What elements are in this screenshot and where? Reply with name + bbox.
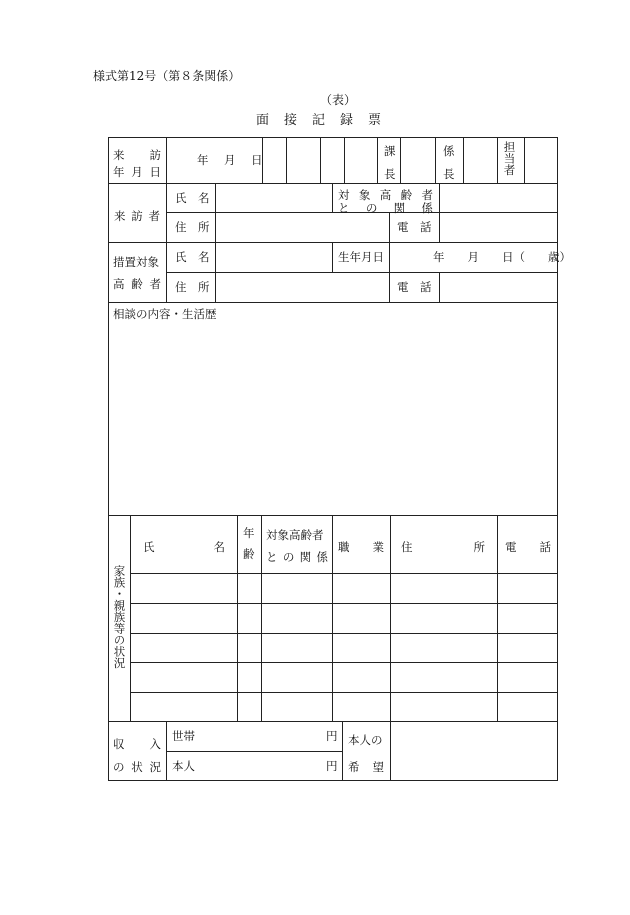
family-col-job: 職 業 xyxy=(338,540,384,554)
income-section-label-bottom: の 状 況 xyxy=(113,760,161,774)
kacho-label: 課 xyxy=(384,144,396,158)
form-number: 様式第12号（第８条関係） xyxy=(93,69,241,83)
subject-name-label: 氏 名 xyxy=(175,250,210,264)
family-section-label: 家族・親族等の状況 xyxy=(112,565,127,669)
kakaricho-label-2: 長 xyxy=(443,167,455,181)
visitor-phone-label: 電 話 xyxy=(397,220,432,234)
subject-birth-label: 生年月日 xyxy=(338,250,384,264)
visit-date: 年 月 日 xyxy=(197,153,265,167)
kacho-label-2: 長 xyxy=(384,167,396,181)
income-household-label: 世帯 xyxy=(172,729,195,743)
subject-address-label: 住 所 xyxy=(175,280,210,294)
family-col-name: 氏 名 xyxy=(143,540,225,554)
visitor-relation-label-bottom: と の 関 係 xyxy=(338,201,433,215)
income-self-yen: 円 xyxy=(326,759,338,773)
family-col-relation-top: 対象高齢者 xyxy=(266,528,324,542)
side-label: （表） xyxy=(320,93,357,107)
family-col-age: 年 xyxy=(243,526,255,540)
income-section-label-top: 収 入 xyxy=(113,737,161,751)
tanto-label: 担当者 xyxy=(502,141,517,176)
income-wish-label-bottom: 希 望 xyxy=(348,760,384,774)
subject-phone-label: 電 話 xyxy=(397,280,432,294)
family-col-relation-bottom: と の 関 係 xyxy=(266,550,328,564)
consultation-label: 相談の内容・生活歴 xyxy=(113,307,217,321)
visit-label-top: 来 訪 xyxy=(113,148,161,162)
visitor-relation-label-top: 対 象 高 齢 者 xyxy=(338,188,433,202)
visitor-section-label: 来 訪 者 xyxy=(114,209,160,223)
income-household-yen: 円 xyxy=(326,729,338,743)
subject-section-label-bottom: 高 齢 者 xyxy=(113,277,161,291)
family-col-address: 住 所 xyxy=(401,540,485,554)
family-col-age-2: 齢 xyxy=(243,547,255,561)
subject-birth-value: 年 月 日（ 歳） xyxy=(433,250,571,264)
income-self-label: 本人 xyxy=(172,759,195,773)
visitor-address-label: 住 所 xyxy=(175,220,210,234)
family-col-phone: 電 話 xyxy=(505,540,551,554)
income-wish-label-top: 本人の xyxy=(348,733,383,747)
subject-section-label-top: 措置対象 xyxy=(113,255,159,269)
visit-label-bottom: 年 月 日 xyxy=(113,165,161,179)
visitor-name-label: 氏 名 xyxy=(175,191,210,205)
form-title: 面 接 記 録 票 xyxy=(256,113,383,128)
kakaricho-label: 係 xyxy=(443,144,455,158)
